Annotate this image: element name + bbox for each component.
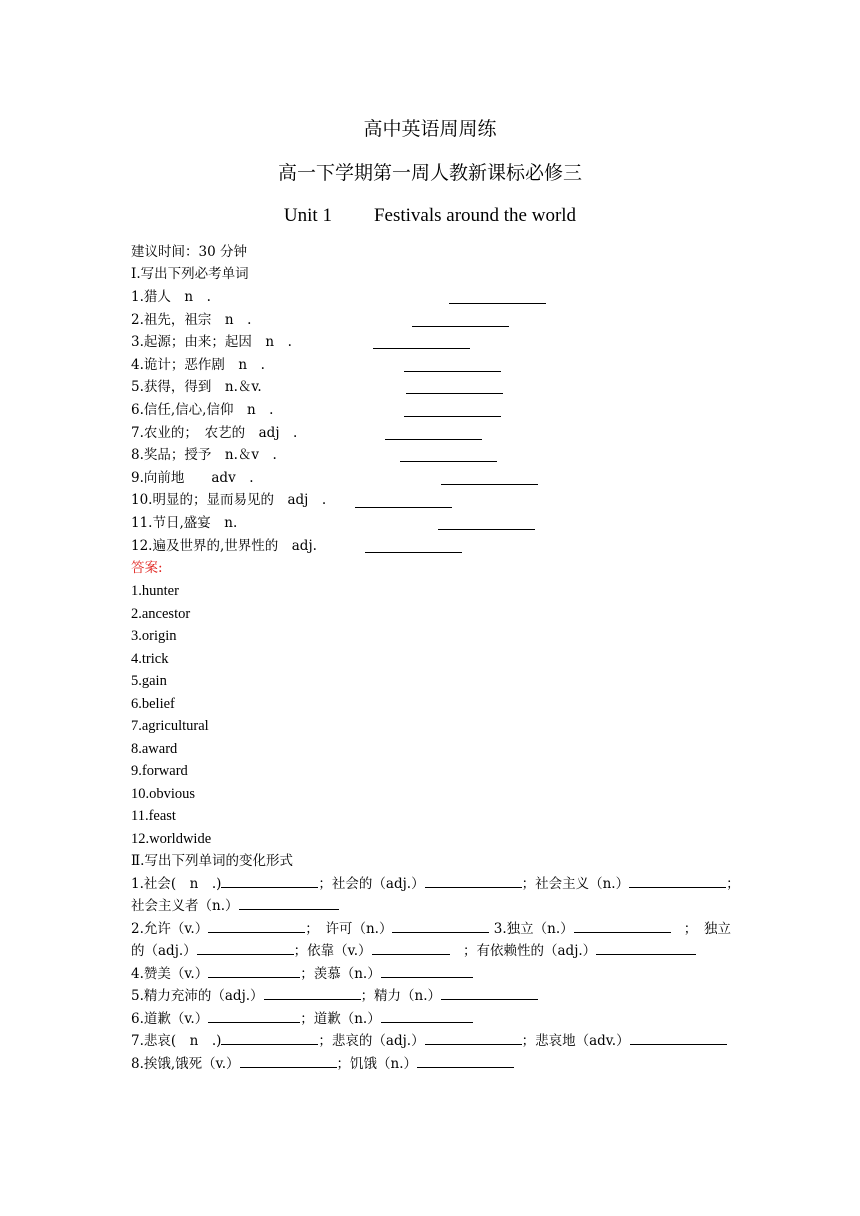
answer-item: 7.agricultural — [131, 718, 209, 734]
answer-blank[interactable] — [425, 875, 522, 888]
answer-blank[interactable] — [381, 965, 473, 978]
answer-blank[interactable] — [221, 1032, 318, 1045]
answer-item: 4.trick — [131, 651, 169, 667]
exercise-line-5: 5.精力充沛的（adj.） ；精力（n.） — [131, 987, 538, 1005]
answer-blank[interactable] — [438, 529, 535, 530]
answer-item: 2.ancestor — [131, 606, 191, 622]
answer-blank[interactable] — [406, 393, 503, 394]
vocab-item: 9.向前地 adv . — [131, 470, 254, 486]
unit-title: Festivals around the world — [373, 205, 577, 226]
answer-blank[interactable] — [404, 416, 501, 417]
exercise-line-1b: 社会主义者（n.） — [131, 897, 339, 915]
vocab-item: 6.信任,信心,信仰 n . — [131, 402, 274, 418]
answer-item: 1.hunter — [131, 583, 179, 599]
answer-blank[interactable] — [596, 942, 696, 955]
answer-blank[interactable] — [381, 1010, 473, 1023]
section1-heading: Ⅰ.写出下列必考单词 — [131, 266, 249, 282]
vocab-item: 2.祖先，祖宗 n . — [131, 312, 252, 328]
vocab-item: 3.起源；由来；起因 n . — [131, 334, 292, 350]
exercise-line-2: 2.允许（v.） ； 许可（n.） 3.独立（n.） ； 独立 — [131, 921, 731, 937]
vocab-item: 5.获得，得到 n.＆v. — [131, 379, 262, 395]
answer-blank[interactable] — [392, 920, 489, 933]
answer-blank[interactable] — [240, 1055, 337, 1068]
exercise-line-7: 7.悲哀( n .) ；悲哀的（adj.） ；悲哀地（adv.） — [131, 1032, 727, 1050]
suggested-time: 建议时间：30 分钟 — [131, 244, 247, 260]
answer-blank[interactable] — [449, 303, 546, 304]
exercise-line-2b: 的（adj.） ；依靠（v.） ；有依赖性的（adj.） — [131, 942, 696, 960]
answer-blank[interactable] — [373, 348, 470, 349]
answer-item: 10.obvious — [131, 786, 196, 802]
answer-item: 11.feast — [131, 808, 176, 824]
answer-blank[interactable] — [208, 1010, 300, 1023]
answer-item: 8.award — [131, 741, 178, 757]
page-title: 高中英语周周练 — [363, 118, 497, 140]
vocab-item: 4.诡计；恶作剧 n . — [131, 357, 265, 373]
answer-blank[interactable] — [441, 484, 538, 485]
answer-blank[interactable] — [239, 897, 339, 910]
section2-heading: Ⅱ.写出下列单词的变化形式 — [131, 853, 293, 869]
answer-blank[interactable] — [629, 875, 726, 888]
answer-blank[interactable] — [264, 987, 361, 1000]
vocab-item: 12.遍及世界的,世界性的 adj. — [131, 538, 317, 554]
vocab-item: 1.猎人 n . — [131, 289, 211, 305]
answer-blank[interactable] — [412, 326, 509, 327]
answer-blank[interactable] — [197, 942, 294, 955]
vocab-item: 11.节日,盛宴 n. — [131, 515, 238, 531]
unit-heading — [0, 205, 860, 227]
answer-blank[interactable] — [385, 439, 482, 440]
answer-blank[interactable] — [425, 1032, 522, 1045]
answer-blank[interactable] — [355, 507, 452, 508]
answer-blank[interactable] — [208, 965, 300, 978]
answer-blank[interactable] — [221, 875, 318, 888]
answer-blank[interactable] — [208, 920, 305, 933]
answer-blank[interactable] — [574, 920, 671, 933]
answer-item: 6.belief — [131, 696, 175, 712]
vocab-item: 8.奖品；授予 n.＆v . — [131, 447, 277, 463]
page-subtitle: 高一下学期第一周人教新课标必修三 — [277, 162, 582, 184]
answer-blank[interactable] — [417, 1055, 514, 1068]
answer-label: 答案: — [131, 560, 163, 576]
answer-item: 5.gain — [131, 673, 167, 689]
unit-number: Unit 1 — [283, 205, 332, 226]
exercise-line-6: 6.道歉（v.） ；道歉（n.） — [131, 1010, 473, 1028]
vocab-item: 7.农业的； 农艺的 adj . — [131, 425, 298, 441]
answer-blank[interactable] — [372, 942, 450, 955]
answer-item: 3.origin — [131, 628, 177, 644]
answer-blank[interactable] — [630, 1032, 727, 1045]
answer-item: 9.forward — [131, 763, 188, 779]
answer-blank[interactable] — [400, 461, 497, 462]
exercise-line-1: 1.社会( n .) ；社会的（adj.） ；社会主义（n.） ； — [131, 876, 740, 892]
exercise-line-8: 8.挨饿,饿死（v.） ；饥饿（n.） — [131, 1055, 514, 1073]
answer-blank[interactable] — [441, 987, 538, 1000]
vocab-item: 10.明显的；显而易见的 adj . — [131, 492, 327, 508]
answer-blank[interactable] — [365, 552, 462, 553]
exercise-line-4: 4.赞美（v.） ；羡慕（n.） — [131, 965, 473, 983]
answer-blank[interactable] — [404, 371, 501, 372]
answer-item: 12.worldwide — [131, 831, 212, 847]
